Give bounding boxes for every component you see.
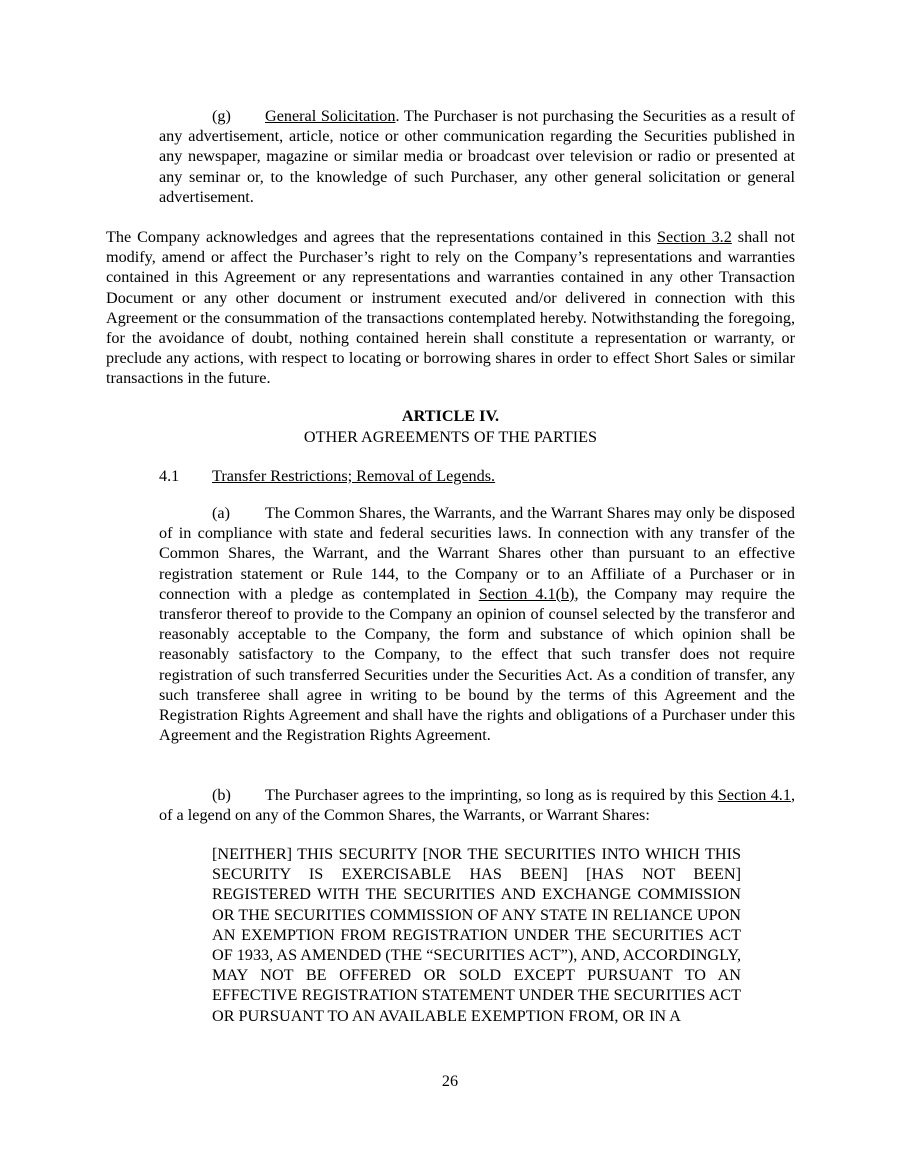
paragraph-a	[159, 503, 795, 745]
paragraph-b-text-after: , of a legend on any of the Common Shares, the Warrants, or Warrant Shares:	[159, 786, 795, 825]
securities-legend: [NEITHER] THIS SECURITY [NOR THE SECURITIES INTO WHICH THIS SECURITY IS EXERCISABLE HAS BEEN] [HAS NOT BEEN] REGISTERED WITH THE SECURITIES AND EXCHANGE COMMISSION OR THE SECURITIES COMMISSION OF ANY STATE IN RELIANCE UPON AN EXEMPTION FROM REGISTRATION UNDER THE SECURITIES ACT OF 1933, AS AMENDED (THE “SECURITIES ACT”), AND, ACCORDINGLY, MAY NOT BE OFFERED OR SOLD EXCEPT PURSUANT TO AN EFFECTIVE REGISTRATION STATEMENT UNDER THE SECURITIES ACT OR PURSUANT TO AN AVAILABLE EXEMPTION FROM, OR IN A	[212, 845, 741, 1025]
section-4-1-number: 4.1	[159, 467, 180, 485]
article-title: OTHER AGREEMENTS OF THE PARTIES	[303, 428, 598, 446]
section-g-heading: General Solicitation	[265, 107, 396, 125]
acknowledgment-text-before: The Company acknowledges and agrees that the representations contained in this	[106, 228, 658, 246]
section-3-2-reference: Section 3.2	[657, 228, 732, 246]
paragraph-a-label: (a)	[212, 504, 230, 522]
section-4-1-heading-line	[159, 466, 795, 486]
section-4-1-reference: Section 4.1	[717, 786, 791, 804]
page-number: 26	[441, 1072, 459, 1090]
article-number: ARTICLE IV.	[401, 407, 500, 425]
section-g-label: (g)	[212, 107, 231, 125]
acknowledgment-paragraph	[106, 227, 795, 389]
section-g-text: . The Purchaser is not purchasing the Securities as a result of any advertisement, article, notice or other communication regarding the Securities published in any newspaper, magazine or similar media or broadcast over television or radio or presented at any seminar or, to the knowledge of such Purchaser, any other general solicitation or general advertisement.	[159, 107, 795, 206]
section-4-1-b-reference: Section 4.1(b)	[478, 584, 575, 603]
paragraph-a-text-before: The Common Shares, the Warrants, and the Warrant Shares may only be disposed of in compliance with state and federal securities laws. In connection with any transfer of the Common Shares, the Warrant, and the Warrant Shares other than pursuant to an effective registration statement or Rule 144, to the Company or to an Affiliate of a Purchaser or in connection with a pledge as contemplated in	[159, 504, 795, 603]
paragraph-a-text-after: , the Company may require the transferor thereof to provide to the Company an opinion of counsel selected by the transferor and reasonably acceptable to the Company, the form and substance of which opinion shall be reasonably satisfactory to the Company, to the effect that such transfer does not require registration of such transferred Securities under the Securities Act. As a condition of transfer, any such transferee shall agree in writing to be bound by the terms of this Agreement and the Registration Rights Agreement and shall have the rights and obligations of a Purchaser under this Agreement and the Registration Rights Agreement.	[159, 584, 795, 745]
section-g-paragraph	[159, 106, 795, 207]
paragraph-b	[159, 785, 795, 825]
section-4-1-heading: Transfer Restrictions; Removal of Legends.	[212, 467, 496, 485]
paragraph-b-label: (b)	[212, 786, 231, 804]
paragraph-b-text-before: The Purchaser agrees to the imprinting, so long as is required by this	[265, 786, 718, 804]
acknowledgment-text-after: shall not modify, amend or affect the Purchaser’s right to rely on the Company’s representations and warranties contained in this Agreement or any representations and warranties contained in any other Transaction Document or any other document or instrument executed and/or delivered in connection with this Agreement or the consummation of the transactions contemplated hereby. Notwithstanding the foregoing, for the avoidance of doubt, nothing contained herein shall constitute a representation or warranty, or preclude any actions, with respect to locating or borrowing shares in order to effect Short Sales or similar transactions in the future.	[106, 228, 795, 388]
